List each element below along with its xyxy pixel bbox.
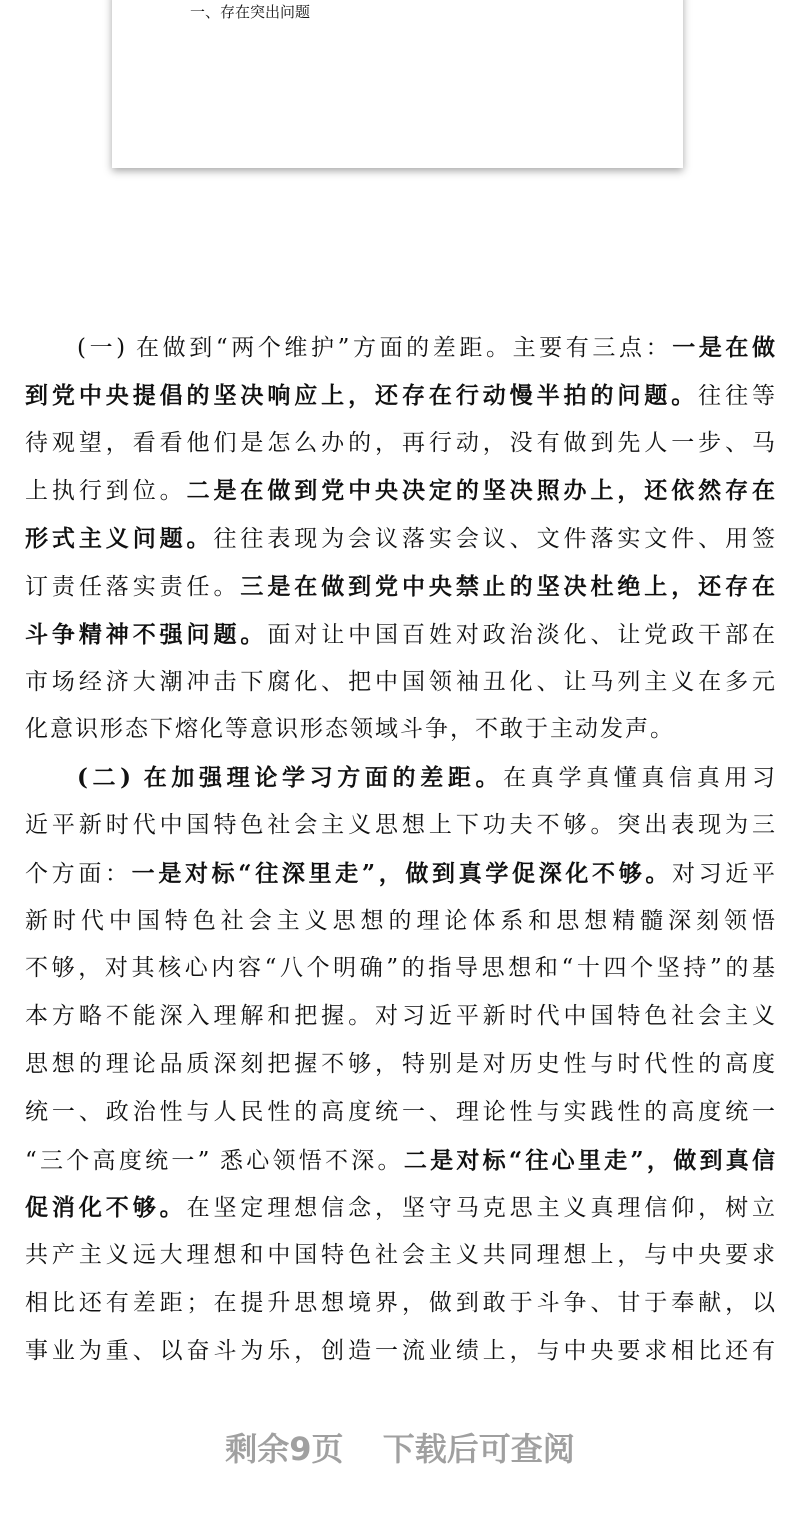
text-line <box>25 467 775 515</box>
text: (一) 在做到“两个维护”方面的差距。主要有三点： <box>77 335 673 361</box>
bold-text: 一是对标“往深里走”，做到真学促深化不够。 <box>131 859 673 887</box>
text: 市场经济大潮冲击下腐化、把中国领袖丑化、让马列主义在多元 <box>25 668 775 695</box>
text-line <box>25 706 775 754</box>
bold-text: 三是在做到党中央禁止的坚决杜绝上，还存在 <box>240 572 775 600</box>
bold-text: (二) 在加强理论学习方面的差距。 <box>77 764 504 792</box>
text-line <box>25 659 775 707</box>
text-line <box>25 324 775 372</box>
text-line <box>25 993 775 1041</box>
previous-page-card <box>112 0 683 168</box>
text: 化意识形态下熔化等意识形态领域斗争，不敢于主动发声。 <box>25 716 675 743</box>
text: 统一、政治性与人民性的高度统一、理论性与实践性的高度统一 <box>25 1098 775 1125</box>
text: 订责任落实责任。 <box>25 573 241 600</box>
section-heading: 一、存在突出问题 <box>190 3 311 21</box>
text: 新时代中国特色社会主义思想的理论体系和思想精髓深刻领悟 <box>25 907 775 934</box>
bold-text: 形式主义问题。 <box>25 525 214 553</box>
text-line <box>25 898 775 946</box>
remaining-pages-label: 剩余9页 <box>225 1430 344 1468</box>
text: 往往表现为会议落实会议、文件落实文件、用签 <box>213 526 775 553</box>
text: 相比还有差距；在提升思想境界，做到敢于斗争、甘于奉献，以 <box>25 1289 775 1316</box>
bold-text: 到党中央提倡的坚决响应上，还存在行动慢半拍的问题。 <box>25 381 699 409</box>
text-line <box>25 372 775 420</box>
bold-text: 二是在做到党中央决定的坚决照办上，还依然存在 <box>186 477 775 505</box>
document-body <box>25 324 775 1376</box>
text: 思想的理论品质深刻把握不够，特别是对历史性与时代性的高度 <box>25 1050 775 1077</box>
text: 上执行到位。 <box>25 478 187 505</box>
text: 对习近平 <box>672 860 775 887</box>
text-line <box>25 1089 775 1137</box>
text: 在坚定理想信念，坚守马克思主义真理信仰，树立 <box>186 1195 775 1222</box>
text-line <box>25 611 775 659</box>
bold-text: 一是在做 <box>672 334 775 361</box>
text: 不够，对其核心内容“八个明确”的指导思想和“十四个坚持”的基 <box>25 955 775 982</box>
download-to-view-link[interactable]: 下载后可查阅 <box>382 1430 575 1468</box>
text: 本方略不能深入理解和把握。对习近平新时代中国特色社会主义 <box>25 1003 775 1030</box>
text-line <box>25 802 775 850</box>
text-line <box>25 1328 775 1376</box>
bold-text: 促消化不够。 <box>25 1194 187 1222</box>
text-line <box>25 754 775 802</box>
text: 面对让中国百姓对政治淡化、让党政干部在 <box>267 621 775 648</box>
text-line <box>25 1137 775 1185</box>
text: 事业为重、以奋斗为乐，创造一流业绩上，与中央要求相比还有 <box>25 1337 775 1364</box>
text-line <box>25 1184 775 1232</box>
text-line <box>25 420 775 468</box>
text-line <box>25 1041 775 1089</box>
text-line <box>25 850 775 898</box>
text-line <box>25 1280 775 1328</box>
text-line <box>25 563 775 611</box>
text: 共产主义远大理想和中国特色社会主义共同理想上，与中央要求 <box>25 1242 775 1269</box>
text-line <box>25 1232 775 1280</box>
text: 近平新时代中国特色社会主义思想上下功夫不够。突出表现为三 <box>25 811 775 838</box>
text: 在真学真懂真信真用习 <box>503 765 775 792</box>
bold-text: 二是对标“往心里走”，做到真信 <box>403 1146 775 1174</box>
bold-text: 斗争精神不强问题。 <box>25 620 268 648</box>
text: 往往等 <box>698 382 775 409</box>
text: “三个高度统一” 悉心领悟不深。 <box>25 1147 404 1174</box>
text: 待观望，看看他们是怎么办的，再行动，没有做到先人一步、马 <box>25 429 775 456</box>
text-line <box>25 515 775 563</box>
download-prompt[interactable] <box>0 1424 800 1470</box>
text: 个方面： <box>25 860 132 887</box>
text-line <box>25 945 775 993</box>
